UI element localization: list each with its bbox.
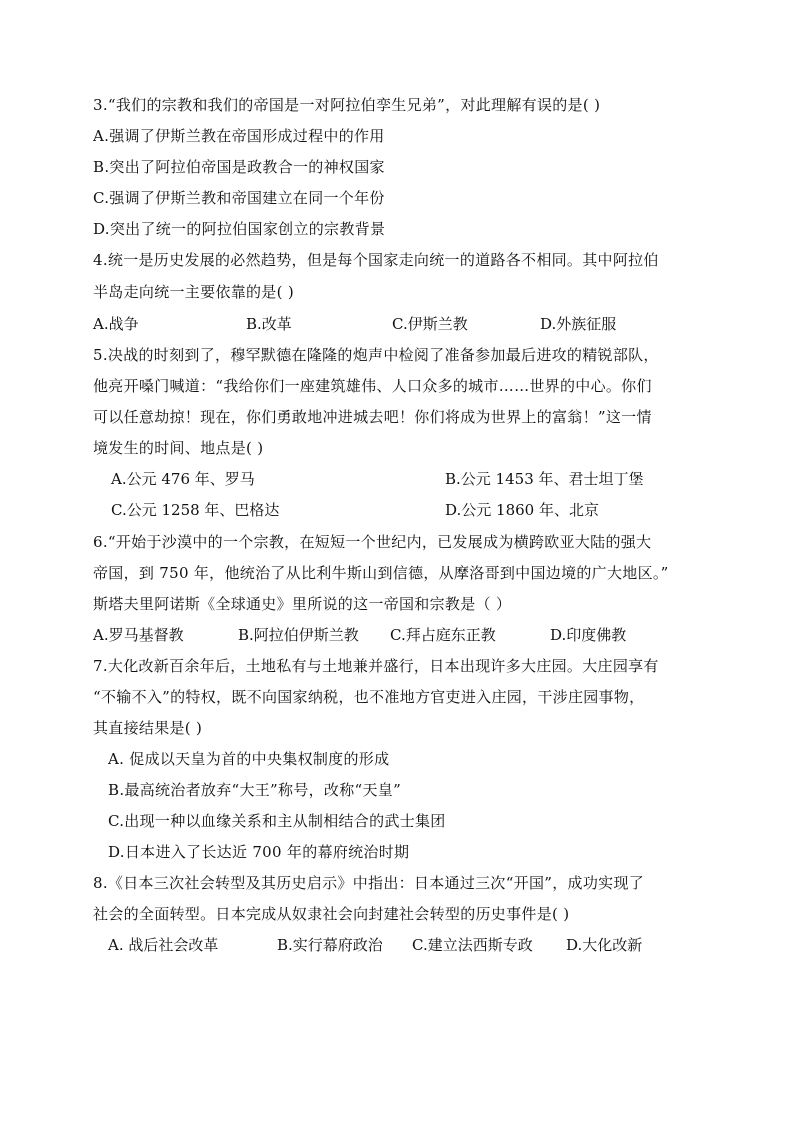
q4-stem-line-2: 半岛走向统一主要依靠的是( ): [93, 283, 294, 301]
q8-stem-line-2: 社会的全面转型。日本完成从奴隶社会向封建社会转型的历史事件是( ): [93, 905, 570, 923]
q3-option-d: D.突出了统一的阿拉伯国家创立的宗教背景: [93, 220, 386, 238]
q4-option-c: C.伊斯兰教: [392, 315, 468, 333]
q7-option-b: B.最高统治者放弃“大王”称号，改称“天皇”: [108, 781, 402, 799]
q7-stem-line-2: “不输不入”的特权，既不向国家纳税，也不准地方官吏进入庄园，干涉庄园事物，: [93, 688, 645, 706]
q5-stem-line-3: 可以任意劫掠！现在，你们勇敢地冲进城去吧！你们将成为世界上的富翁！”这一情: [93, 408, 652, 426]
q6-stem-line-1: 6.“开始于沙漠中的一个宗教，在短短一个世纪内，已发展成为横跨欧亚大陆的强大: [93, 533, 652, 551]
q4-option-d: D.外族征服: [540, 315, 617, 333]
q3-option-a: A.强调了伊斯兰教在帝国形成过程中的作用: [93, 127, 385, 145]
q8-option-c: C.建立法西斯专政: [412, 936, 533, 954]
q4-option-b: B.改革: [246, 315, 292, 333]
q5-option-b: B.公元 1453 年、君士坦丁堡: [445, 470, 644, 488]
q6-stem-line-2: 帝国，到 750 年，他统治了从比利牛斯山到信德，从摩洛哥到中国边境的广大地区。”: [93, 564, 669, 582]
q5-stem-line-4: 境发生的时间、地点是( ): [93, 439, 264, 457]
q6-option-a: A.罗马基督教: [93, 626, 184, 644]
q3-stem-line-1: 3.“我们的宗教和我们的帝国是一对阿拉伯孪生兄弟”，对此理解有误的是( ): [93, 96, 601, 114]
q7-option-d: D.日本进入了长达近 700 年的幕府统治时期: [108, 843, 410, 861]
q4-option-a: A.战争: [93, 315, 139, 333]
q6-stem-line-3: 斯塔夫里阿诺斯《全球通史》里所说的这一帝国和宗教是（ ）: [93, 595, 512, 613]
q8-option-d: D.大化改新: [566, 936, 643, 954]
q6-option-c: C.拜占庭东正教: [390, 626, 496, 644]
q5-option-c: C.公元 1258 年、巴格达: [111, 501, 280, 519]
q8-stem-line-1: 8.《日本三次社会转型及其历史启示》中指出：日本通过三次“开国”，成功实现了: [93, 874, 645, 892]
q8-option-b: B.实行幕府政治: [277, 936, 383, 954]
q3-option-b: B.突出了阿拉伯帝国是政教合一的神权国家: [93, 158, 385, 176]
q7-option-c: C.出现一种以血缘关系和主从制相结合的武士集团: [108, 812, 446, 830]
q3-option-c: C.强调了伊斯兰教和帝国建立在同一个年份: [93, 189, 385, 207]
q7-stem-line-3: 其直接结果是( ): [93, 719, 203, 737]
q6-option-b: B.阿拉伯伊斯兰教: [238, 626, 359, 644]
q7-stem-line-1: 7.大化改新百余年后，土地私有与土地兼并盛行，日本出现许多大庄园。大庄园享有: [93, 657, 659, 675]
q4-stem-line-1: 4.统一是历史发展的必然趋势，但是每个国家走向统一的道路各不相同。其中阿拉伯: [93, 251, 659, 269]
q5-stem-line-1: 5.决战的时刻到了，穆罕默德在隆隆的炮声中检阅了准备参加最后进攻的精锐部队，: [93, 346, 659, 364]
q6-option-d: D.印度佛教: [550, 626, 627, 644]
q8-option-a: A. 战后社会改革: [108, 936, 219, 954]
q5-stem-line-2: 他亮开嗓门喊道：“我给你们一座建筑雄伟、人口众多的城市……世界的中心。你们: [93, 377, 652, 395]
q7-option-a: A. 促成以天皇为首的中央集权制度的形成: [108, 750, 390, 768]
q5-option-a: A.公元 476 年、罗马: [111, 470, 255, 488]
q5-option-d: D.公元 1860 年、北京: [445, 501, 599, 519]
